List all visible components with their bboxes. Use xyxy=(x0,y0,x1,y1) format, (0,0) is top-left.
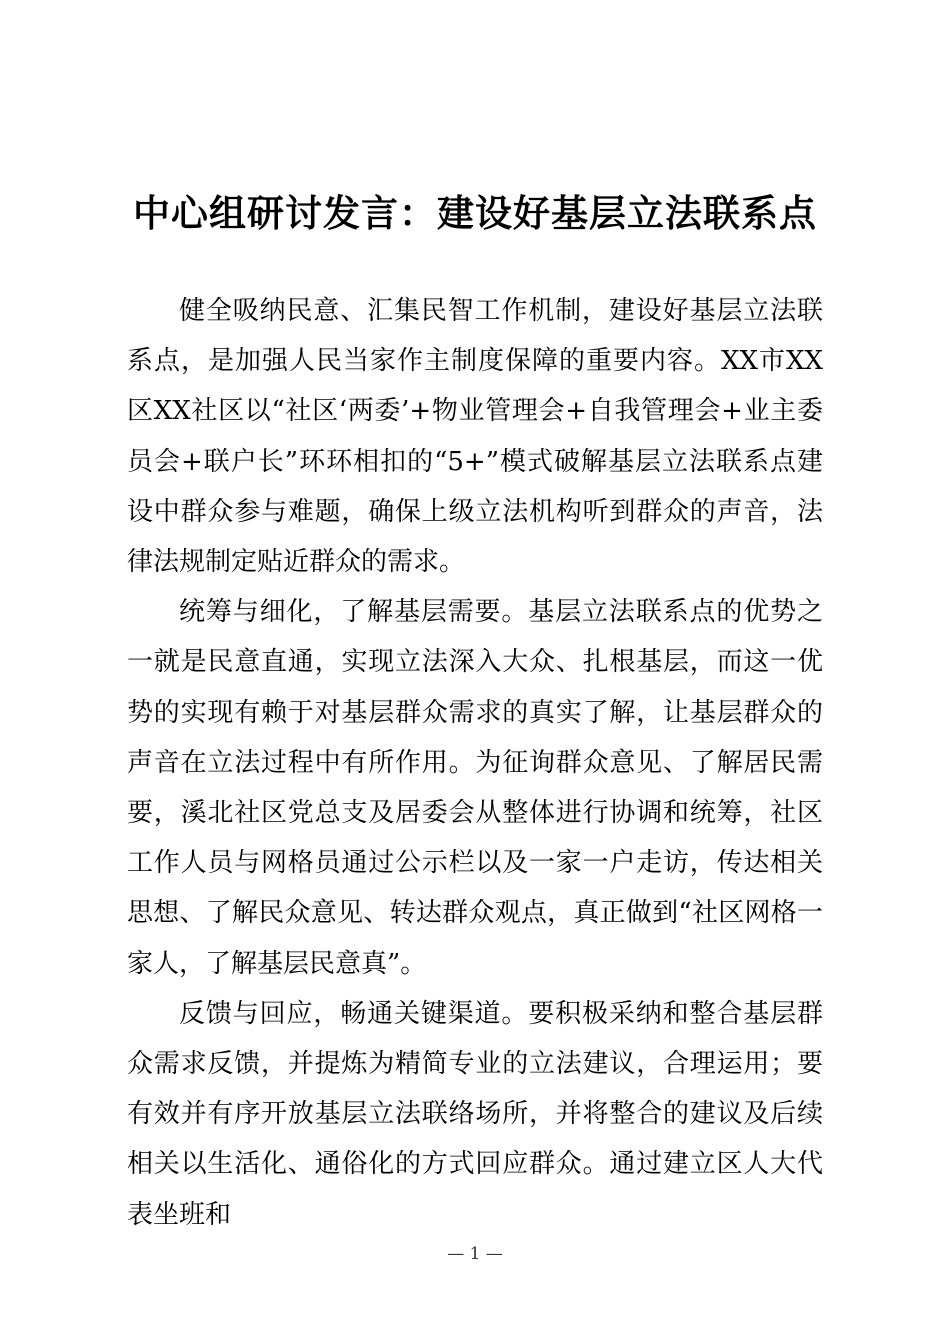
paragraph-1: 健全吸纳民意、汇集民智工作机制，建设好基层立法联系点，是加强人民当家作主制度保障的重要内容。XX市XX区XX社区以“社区‘两委’+物业管理会+自我管理会+业主委员会+联户长”环环相扣的“5+”模式破解基层立法联系点建设中群众参与难题，确保上级立法机构听到群众的声音，法律法规制定贴近群众的需求。 xyxy=(127,296,823,578)
document-body xyxy=(127,286,823,1240)
document-title: 中心组研讨发言：建设好基层立法联系点 xyxy=(133,192,817,235)
paragraph-2: 统筹与细化，了解基层需要。基层立法联系点的优势之一就是民意直通，实现立法深入大众、扎根基层，而这一优势的实现有赖于对基层群众需求的真实了解，让基层群众的声音在立法过程中有所作用。为征询群众意见、了解居民需要，溪北社区党总支及居委会从整体进行协调和统筹，社区工作人员与网格员通过公示栏以及一家一户走访，传达相关思想、了解民众意见、转达群众观点，真正做到“社区网格一家人，了解基层民意真”。 xyxy=(127,597,823,979)
page-number: — 1 — xyxy=(447,1244,503,1264)
paragraph-3: 反馈与回应，畅通关键渠道。要积极采纳和整合基层群众需求反馈，并提炼为精简专业的立法建议，合理运用；要有效并有序开放基层立法联络场所，并将整合的建议及后续相关以生活化、通俗化的方式回应群众。通过建立区人大代表坐班和 xyxy=(127,998,823,1230)
